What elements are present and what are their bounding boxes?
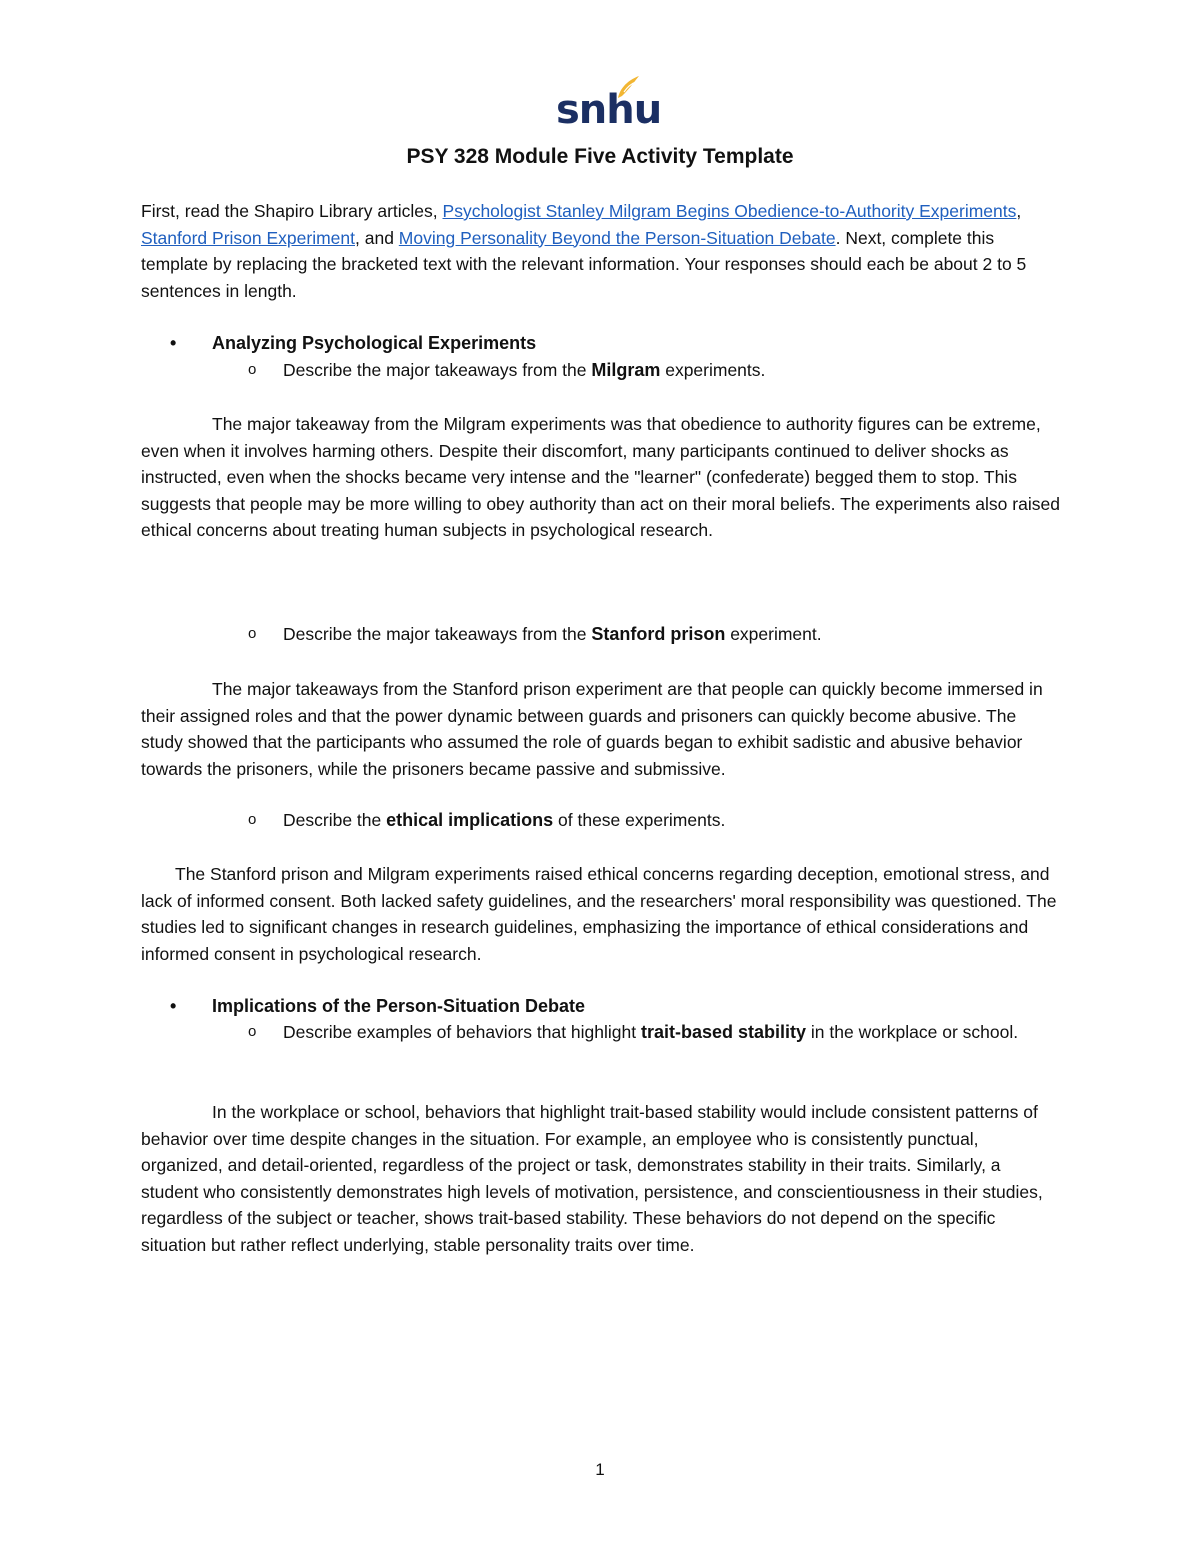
section-heading-analyzing (170, 330, 536, 356)
question-trait-stability (248, 1019, 1048, 1046)
answer-trait-stability: In the workplace or school, behaviors that highlight trait-based stability would include consistent patterns of behavior over time despite changes in the situation. For example, an employee who is consistently punctual, organized, and detail-oriented, regardless of the project or task, demonstrates stability in their traits. Similarly, a student who consistently demonstrates high levels of motivation, persistence, and conscientiousness in their studies, regardless of the subject or teacher, shows trait-based stability. These behaviors do not depend on the specific situation but rather reflect underlying, stable personality traits over time. (141, 1102, 1043, 1255)
question-text: Describe the major takeaways from the (283, 624, 592, 644)
sub-bullet-icon: o (248, 811, 257, 828)
intro-separator: , and (355, 227, 399, 248)
question-stanford (248, 621, 1048, 648)
question-text: Describe examples of behaviors that highlight (283, 1022, 641, 1042)
sub-bullet-icon: o (248, 1023, 257, 1040)
intro-tail: . Next, complete this template by replacing the bracketed text with the relevant information. Your responses should each be about 2 to 5 sentences in length. (141, 227, 1027, 301)
question-ethics (248, 807, 1048, 834)
question-keyword: Stanford prison (591, 624, 726, 644)
question-text: experiment. (725, 624, 822, 644)
bullet-icon: • (170, 333, 177, 353)
link-person-situation-article[interactable]: Moving Personality Beyond the Person-Situation Debate (398, 227, 836, 248)
document-title: PSY 328 Module Five Activity Template (406, 145, 794, 168)
section-heading-text: Implications of the Person-Situation Debate (212, 996, 586, 1016)
intro-lead: First, read the Shapiro Library articles, (141, 201, 443, 221)
logo-wordmark: snhu (556, 87, 662, 133)
snhu-logo (556, 74, 662, 134)
question-text: Describe the (283, 810, 387, 830)
answer-ethics: The Stanford prison and Milgram experiments raised ethical concerns regarding deception, emotional stress, and lack of informed consent. Both lacked safety guidelines, and the researchers' moral responsibility was questioned. The studies led to significant changes in research guidelines, emphasizing the importance of ethical considerations and informed consent in psychological research. (141, 864, 1057, 964)
question-text: experiments. (660, 360, 766, 380)
sub-bullet-icon: o (248, 625, 257, 642)
sub-bullet-icon: o (248, 361, 257, 378)
intro-separator: , (1016, 201, 1022, 221)
question-keyword: trait-based stability (640, 1022, 807, 1042)
question-keyword: ethical implications (386, 810, 554, 830)
question-keyword: Milgram (591, 360, 661, 380)
section-heading-text: Analyzing Psychological Experiments (212, 333, 537, 353)
bullet-icon: • (170, 996, 177, 1016)
intro-paragraph (141, 198, 1061, 304)
answer-stanford: The major takeaways from the Stanford prison experiment are that people can quickly become immersed in their assigned roles and that the power dynamic between guards and prisoners can quickly become abusive. The study showed that the participants who assumed the role of guards began to exhibit sadistic and abusive behavior towards the prisoners, while the prisoners became passive and submissive. (141, 679, 1043, 779)
question-milgram (248, 357, 1048, 384)
answer-milgram: The major takeaway from the Milgram experiments was that obedience to authority figures can be extreme, even when it involves harming others. Despite their discomfort, many participants continued to deliver shocks as instructed, even when the shocks became very intense and the "learner" (confederate) begged them to stop. This suggests that people may be more willing to obey authority than act on their moral beliefs. The experiments also raised ethical concerns about treating human subjects in psychological research. (141, 414, 1060, 540)
section-heading-person-situation (170, 993, 585, 1019)
page-number: 1 (595, 1460, 605, 1479)
link-milgram-article[interactable]: Psychologist Stanley Milgram Begins Obedience-to-Authority Experiments (442, 201, 1017, 221)
question-text: Describe the major takeaways from the (283, 360, 592, 380)
link-stanford-article[interactable]: Stanford Prison Experiment (141, 227, 355, 248)
question-text: in the workplace or school. (806, 1022, 1019, 1042)
question-text: of these experiments. (553, 810, 726, 830)
